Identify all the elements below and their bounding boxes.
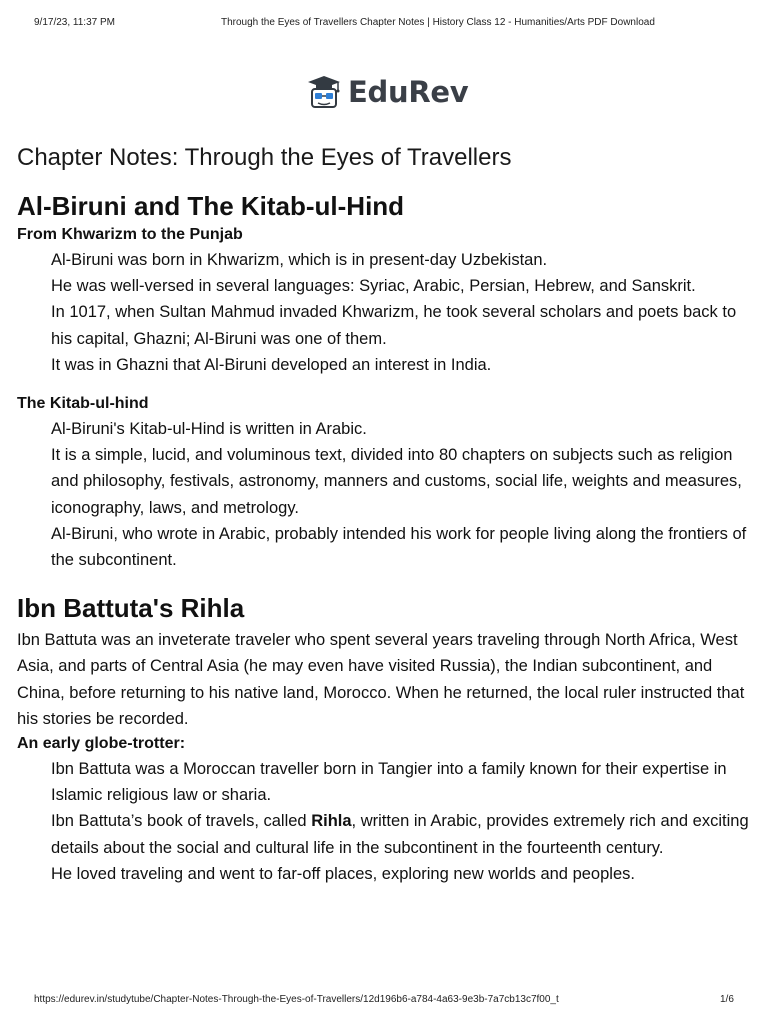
section-heading-al-biruni: Al-Biruni and The Kitab-ul-Hind [17, 191, 405, 221]
ibn-battuta-intro-paragraph: Ibn Battuta was an inveterate traveler who spent several years traveling through North Africa, West Asia, and parts of Central Asia (he may even have visited Russia), the Indian subcontinent, and China, before returning to his native land, Morocco. When he returned, the local ruler instructed that his stories be recorded. [17, 631, 745, 728]
rihla-bold-term: Rihla [311, 812, 352, 831]
list-item [17, 808, 752, 860]
print-header [0, 0, 768, 30]
page-number: 1/6 [720, 994, 734, 1005]
list-item: He was well-versed in several languages: Syriac, Arabic, Persian, Hebrew, and Sanskrit. [51, 277, 696, 296]
rihla-text-before: Ibn Battuta’s book of travels, called [51, 812, 312, 831]
list-item: Al-Biruni's Kitab-ul-Hind is written in Arabic. [51, 420, 367, 439]
bullet-list-globe-trotter [17, 756, 752, 887]
print-doc-title: Through the Eyes of Travellers Chapter Notes | History Class 12 - Humanities/Arts PDF Download [221, 17, 655, 28]
rihla-text-after: , written in Arabic, provides extremely rich and exciting details about the social and cultural life in the subcontinent in the fourteenth century. [51, 812, 749, 857]
subsection-title-globe-trotter: An early globe-trotter: [17, 735, 186, 753]
edurev-logo[interactable] [304, 72, 468, 112]
print-datetime: 9/17/23, 11:37 PM [34, 17, 115, 28]
bullet-list-kitab [17, 416, 752, 573]
list-item: It is a simple, lucid, and voluminous text, divided into 80 chapters on subjects such as religion and philosophy, festivals, astronomy, manners and customs, social life, weights and measures, iconography, laws, and metrology. [51, 446, 742, 517]
logo-text: EduRev [348, 75, 469, 109]
subsection-title-kitab: The Kitab-ul-hind [17, 395, 149, 413]
list-item: It was in Ghazni that Al-Biruni developed an interest in India. [51, 355, 492, 374]
section-heading-ibn-battuta: Ibn Battuta's Rihla [17, 593, 245, 624]
print-url: https://edurev.in/studytube/Chapter-Notes-Through-the-Eyes-of-Travellers/12d196b6-a784-4a63-9e3b-7a7cb13c7f00_t [34, 994, 559, 1005]
list-item: In 1017, when Sultan Mahmud invaded Khwarizm, he took several scholars and poets back to his capital, Ghazni; Al-Biruni was one of them. [51, 303, 737, 348]
print-footer [0, 988, 768, 1018]
bullet-list-khwarizm [17, 247, 752, 378]
subsection-title-khwarizm: From Khwarizm to the Punjab [17, 226, 243, 243]
list-item: Ibn Battuta was a Moroccan traveller born in Tangier into a family known for their expertise in Islamic religious law or sharia. [51, 760, 727, 805]
list-item: Al-Biruni, who wrote in Arabic, probably intended his work for people living along the frontiers of the subcontinent. [51, 524, 747, 570]
document-body [17, 140, 752, 887]
graduation-cap-book-icon [304, 72, 344, 112]
list-item: He loved traveling and went to far-off places, exploring new worlds and peoples. [51, 864, 635, 883]
page-title: Chapter Notes: Through the Eyes of Travellers [17, 144, 512, 171]
list-item: Al-Biruni was born in Khwarizm, which is in present-day Uzbekistan. [51, 251, 548, 269]
